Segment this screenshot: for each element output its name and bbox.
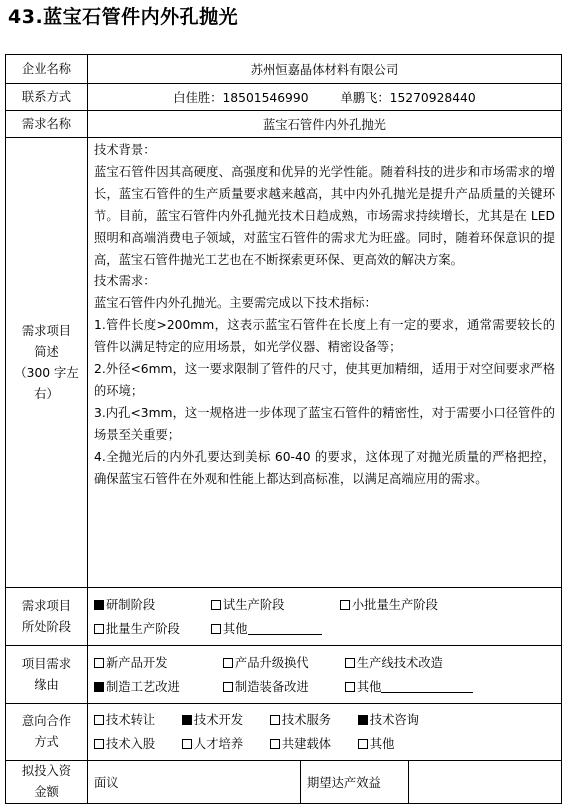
- option-label: 共建载体: [281, 737, 332, 751]
- checkbox[interactable]: [223, 682, 233, 692]
- brief-paragraph: 3.内孔<3mm，这一规格进一步体现了蓝宝石管件的精密性，对于需要小口径管件的场景至关重要；: [94, 405, 555, 442]
- coop-option[interactable]: [358, 708, 419, 732]
- origin-option[interactable]: [94, 651, 219, 675]
- brief-content: [88, 138, 562, 588]
- coop-option[interactable]: [270, 732, 354, 756]
- invest-label-line: 拟投入资: [21, 764, 72, 778]
- origin-option[interactable]: [223, 675, 341, 699]
- checkbox[interactable]: [94, 624, 104, 634]
- option-label: 制造工艺改进: [106, 679, 180, 694]
- option-label: 人才培养: [193, 737, 244, 751]
- stage-option[interactable]: [94, 617, 207, 641]
- contact-row: [6, 84, 562, 111]
- checkbox[interactable]: [182, 739, 192, 749]
- origin-row: [6, 646, 562, 704]
- option-label: 产品升级换代: [234, 655, 309, 670]
- coop-option[interactable]: [182, 708, 266, 732]
- brief-paragraph: 1.管件长度>200mm，这表示蓝宝石管件在长度上有一定的要求，通常需要较长的管件以满足特定的应用场景，如光学仪器、精密设备等；: [94, 318, 555, 355]
- stage-option[interactable]: [211, 617, 322, 641]
- benefit-value[interactable]: [409, 761, 562, 804]
- checkbox[interactable]: [211, 600, 221, 610]
- option-label: 其他: [356, 679, 382, 694]
- coop-label-line: 方式: [34, 735, 59, 749]
- brief-label: [6, 138, 88, 588]
- contact-value: [88, 84, 562, 111]
- option-label: 新产品开发: [106, 655, 168, 670]
- origin-option[interactable]: [223, 651, 341, 675]
- brief-label-line: 需求项目: [21, 323, 72, 338]
- option-label: 技术转让: [106, 713, 156, 727]
- option-label: 小批量生产阶段: [351, 597, 438, 612]
- stage-options: [88, 588, 562, 646]
- option-label: 试生产阶段: [222, 597, 285, 612]
- option-label: 技术入股: [106, 737, 156, 751]
- coop-option[interactable]: [270, 708, 354, 732]
- checkbox[interactable]: [94, 682, 104, 692]
- origin-option[interactable]: [345, 675, 474, 699]
- invest-row: [6, 761, 562, 804]
- option-label: 研制阶段: [106, 597, 156, 612]
- origin-options: [88, 646, 562, 704]
- blank-line[interactable]: [248, 622, 322, 635]
- option-label: 其他: [369, 737, 395, 751]
- brief-label-line: （300 字左: [14, 365, 79, 380]
- contact-person-2: 单鹏飞：15270928440: [340, 91, 476, 105]
- checkbox[interactable]: [358, 715, 368, 725]
- coop-option[interactable]: [182, 732, 266, 756]
- contact-person-1: 白佳胜：18501546990: [173, 91, 309, 105]
- company-label: 企业名称: [6, 55, 88, 84]
- coop-option[interactable]: [94, 708, 178, 732]
- demand-name-label: 需求名称: [6, 111, 88, 138]
- checkbox[interactable]: [94, 715, 104, 725]
- brief-paragraph: 蓝宝石管件因其高硬度、高强度和优异的光学性能。随着科技的进步和市场需求的增长，蓝宝石管件的生产质量要求越来越高，其中内外孔抛光是提升产品质量的关键环节。目前，蓝宝石管件内外孔抛光技术日趋成熟，市场需求持续增长，尤其是在 LED 照明和高端消费电子领域，对蓝宝石管件的需求尤为旺盛。同时，随着环保意识的提高，蓝宝石管件抛光工艺也在不断探索更环保、更高效的解决方案。: [94, 164, 555, 267]
- company-value: 苏州恒嘉晶体材料有限公司: [88, 55, 562, 84]
- checkbox[interactable]: [182, 715, 192, 725]
- option-label: 技术开发: [193, 713, 244, 727]
- checkbox[interactable]: [340, 600, 350, 610]
- brief-row: [6, 138, 562, 588]
- origin-option[interactable]: [94, 675, 219, 699]
- option-label: 技术咨询: [369, 713, 419, 727]
- checkbox[interactable]: [94, 600, 104, 610]
- stage-option[interactable]: [94, 593, 207, 617]
- demand-form-table: [5, 54, 562, 804]
- option-label: 其他: [222, 621, 248, 636]
- coop-label: [6, 704, 88, 761]
- stage-option[interactable]: [340, 593, 438, 617]
- company-row: [6, 55, 562, 84]
- checkbox[interactable]: [358, 739, 368, 749]
- coop-label-line: 意向合作: [21, 714, 72, 728]
- checkbox[interactable]: [94, 658, 104, 668]
- brief-label-line: 右）: [34, 386, 59, 401]
- brief-paragraph: 技术需求：: [94, 274, 156, 289]
- coop-row: [6, 704, 562, 761]
- stage-option[interactable]: [211, 593, 336, 617]
- option-label: 制造装备改进: [234, 679, 309, 694]
- origin-label: [6, 646, 88, 704]
- origin-label-line: 项目需求: [21, 656, 72, 671]
- checkbox[interactable]: [345, 658, 355, 668]
- coop-option[interactable]: [358, 732, 395, 756]
- brief-label-line: 简述: [34, 344, 59, 359]
- checkbox[interactable]: [211, 624, 221, 634]
- coop-options: [88, 704, 562, 761]
- brief-paragraph: 蓝宝石管件内外孔抛光。主要需完成以下技术指标：: [94, 296, 377, 311]
- stage-label: [6, 588, 88, 646]
- contact-label: 联系方式: [6, 84, 88, 111]
- invest-label-line: 金额: [34, 785, 59, 799]
- checkbox[interactable]: [94, 739, 104, 749]
- origin-label-line: 缘由: [34, 677, 59, 692]
- stage-row: [6, 588, 562, 646]
- checkbox[interactable]: [270, 715, 280, 725]
- brief-paragraph: 2.外径<6mm，这一要求限制了管件的尺寸，使其更加精细，适用于对空间要求严格的环境；: [94, 362, 555, 398]
- stage-label-line: 所处阶段: [21, 619, 72, 634]
- checkbox[interactable]: [223, 658, 233, 668]
- brief-paragraph: 4.全抛光后的内外孔要达到美标 60-40 的要求，这体现了对抛光质量的严格把控，确保蓝宝石管件在外观和性能上都达到高标准，以满足高端应用的需求。: [94, 449, 555, 486]
- benefit-label: 期望达产效益: [301, 761, 409, 804]
- demand-name-row: [6, 111, 562, 138]
- invest-value[interactable]: 面议: [88, 761, 301, 804]
- checkbox[interactable]: [345, 682, 355, 692]
- demand-name-value: 蓝宝石管件内外孔抛光: [88, 111, 562, 138]
- stage-label-line: 需求项目: [21, 598, 72, 613]
- option-label: 批量生产阶段: [106, 621, 180, 636]
- blank-line[interactable]: [381, 680, 473, 693]
- option-label: 生产线技术改造: [356, 655, 443, 670]
- checkbox[interactable]: [270, 739, 280, 749]
- coop-option[interactable]: [94, 732, 178, 756]
- option-label: 技术服务: [281, 713, 332, 727]
- origin-option[interactable]: [345, 651, 443, 675]
- invest-label: [6, 761, 88, 804]
- page-title: 43.蓝宝石管件内外孔抛光: [8, 6, 239, 28]
- brief-paragraph: 技术背景：: [94, 143, 156, 157]
